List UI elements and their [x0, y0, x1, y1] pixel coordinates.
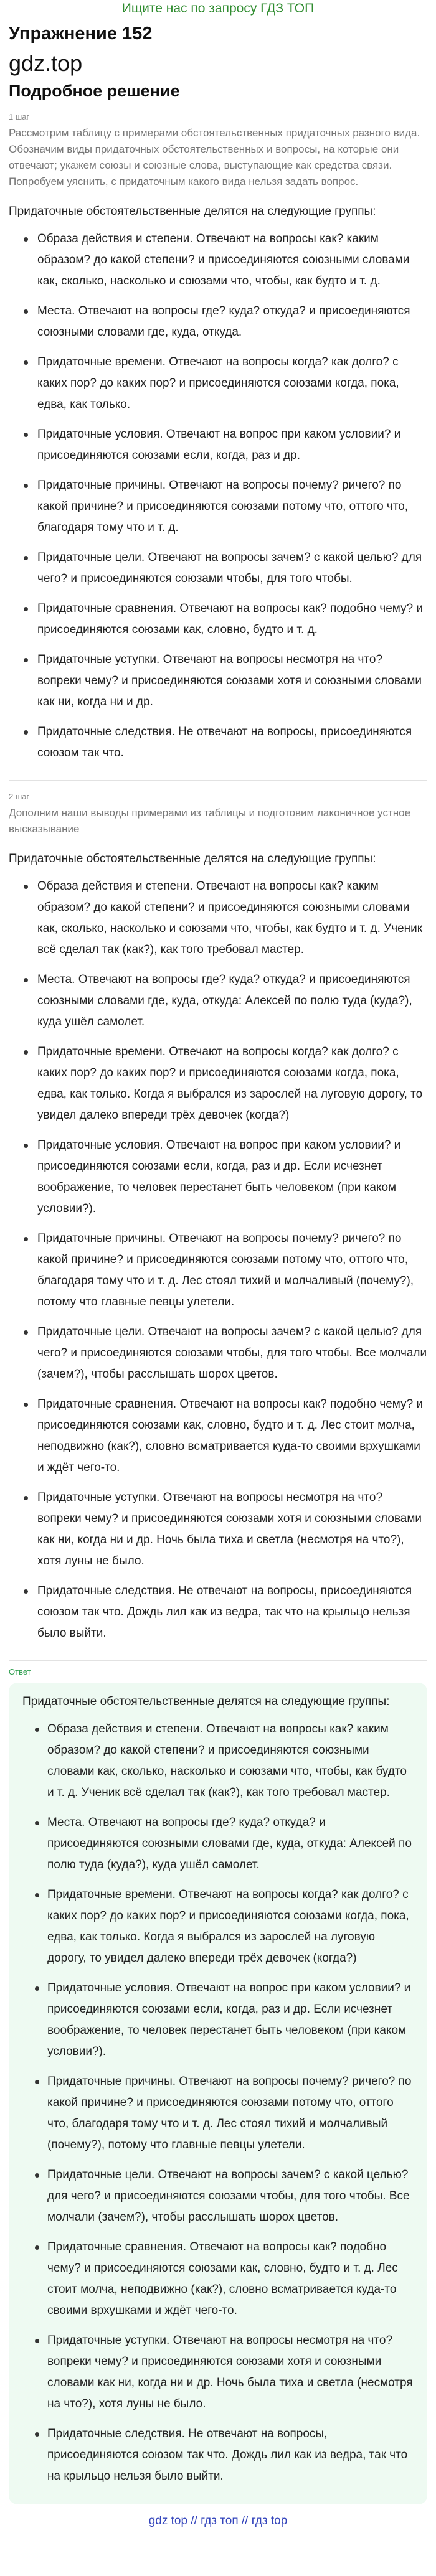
list-item: Придаточные следствия. Не отвечают на вопросы, присоединяются союзом так что. Дождь лил как из ведра, так что на крыльцо нельзя было выйти. [22, 2423, 414, 2487]
answer-box [9, 1683, 427, 2504]
step-1-lead: Придаточные обстоятельственные делятся на следующие группы: [9, 205, 376, 218]
list-item: Образа действия и степени. Отвечают на вопросы как? каким образом? до какой степени? и присоединяются союзными словами как, сколько, насколько и союзами что, чтобы, как будто и т. д. [9, 228, 427, 292]
list-item: Придаточные уступки. Отвечают на вопросы несмотря на что? вопреки чему? и присоединяются союзами хотя и союзными словами как ни, когда ни и др. Ночь была тиха и светла (несмотря на что?), хотя луны не было. [9, 1487, 427, 1572]
list-item: Придаточные сравнения. Отвечают на вопросы как? подобно чему? и присоединяются союзами как, словно, будто и т. д. [9, 598, 427, 641]
step-2-lead: Придаточные обстоятельственные делятся на следующие группы: [9, 852, 376, 865]
answer-list [22, 1719, 414, 2487]
list-item: Места. Отвечают на вопросы где? куда? откуда? и присоединяются союзными словами где, куда, откуда. [9, 301, 427, 343]
step-2-intro: Дополним наши выводы примерами из таблицы и подготовим лаконичное устное высказывание [9, 807, 411, 835]
list-item: Придаточные цели. Отвечают на вопросы зачем? с какой целью? для чего? и присоединяются союзами чтобы, для того чтобы. Все молчали (зачем?), чтобы расслышать шорох цветов. [22, 2165, 414, 2228]
list-item: Придаточные причины. Отвечают на вопросы почему? ричего? по какой причине? и присоединяются союзами потому что, оттого что, благодаря тому что и т. д. Лес стоял тихий и молчаливый (почему?), потому что главные певцы улетели. [22, 2071, 414, 2156]
top-banner[interactable]: Ищите нас по запросу ГДЗ ТОП [121, 1, 315, 16]
list-item: Придаточные условия. Отвечают на вопрос при каком условии? и присоединяются союзами если, когда, раз и др. [9, 424, 427, 466]
list-item: Придаточные причины. Отвечают на вопросы почему? ричего? по какой причине? и присоединяются союзами потому что, оттого что, благодаря тому что и т. д. Лес стоял тихий и молчаливый (почему?), потому что главные певцы улетели. [9, 1228, 427, 1313]
list-item: Придаточные времени. Отвечают на вопросы когда? как долго? с каких пор? до каких пор? и присоединяются союзами когда, пока, едва, как только. Когда я выбрался из зарослей на луговую дорогу, то увидел далеко впереди трёх девочек (когда?) [22, 1884, 414, 1969]
list-item: Места. Отвечают на вопросы где? куда? откуда? и присоединяются союзными словами где, куда, откуда: Алексей по полю туда (куда?), куда ушёл самолет. [9, 969, 427, 1033]
step-1-intro: Рассмотрим таблицу с примерами обстоятельственных придаточных разного вида. Обозначим виды придаточных обстоятельственных и вопросы, на которые они отвечают; укажем союзы и союзные слова, выступающие как средства связи. Попробуем уяснить, с придаточным какого вида нельзя задать вопрос. [9, 127, 420, 187]
divider [9, 1660, 427, 1661]
list-item: Придаточные условия. Отвечают на вопрос при каком условии? и присоединяются союзами если, когда, раз и др. Если исчезнет воображение, то человек перестанет быть человеком (при каком условии?). [9, 1135, 427, 1220]
list-item: Придаточные следствия. Не отвечают на вопросы, присоединяются союзом так что. Дождь лил как из ведра, так что на крыльцо нельзя было выйти. [9, 1581, 427, 1644]
divider [9, 780, 427, 781]
list-item: Придаточные цели. Отвечают на вопросы зачем? с какой целью? для чего? и присоединяются союзами чтобы, для того чтобы. [9, 547, 427, 590]
step-1-list [9, 228, 427, 764]
list-item: Придаточные сравнения. Отвечают на вопросы как? подобно чему? и присоединяются союзами как, словно, будто и т. д. Лес стоит молча, неподвижно (как?), словно всматривается куда-то своими врхушками и ждёт чего-то. [22, 2237, 414, 2321]
list-item: Придаточные сравнения. Отвечают на вопросы как? подобно чему? и присоединяются союзами как, словно, будто и т. д. Лес стоит молча, неподвижно (как?), словно всматривается куда-то своими врхушками и ждёт чего-то. [9, 1394, 427, 1478]
step-1-label: 1 шаг [9, 112, 30, 121]
list-item: Образа действия и степени. Отвечают на вопросы как? каким образом? до какой степени? и присоединяются союзными словами как, сколько, насколько и союзами что, чтобы, как будто и т. д. Ученик всё сделал так (как?), как того требовал мастер. [9, 876, 427, 961]
list-item: Придаточные времени. Отвечают на вопросы когда? как долго? с каких пор? до каких пор? и присоединяются союзами когда, пока, едва, как только. Когда я выбрался из зарослей на луговую дорогу, то увидел далеко впереди трёх девочек (когда?) [9, 1041, 427, 1126]
watermark: gdz.top [9, 50, 83, 76]
list-item: Придаточные времени. Отвечают на вопросы когда? как долго? с каких пор? до каких пор? и присоединяются союзами когда, пока, едва, как только. [9, 352, 427, 415]
list-item: Места. Отвечают на вопросы где? куда? откуда? и присоединяются союзными словами где, куда, откуда: Алексей по полю туда (куда?), куда ушёл самолет. [22, 1812, 414, 1876]
step-2-list [9, 876, 427, 1644]
page-title: Упражнение 152 [9, 24, 153, 44]
answer-label: Ответ [9, 1667, 31, 1676]
list-item: Придаточные цели. Отвечают на вопросы зачем? с какой целью? для чего? и присоединяются союзами чтобы, для того чтобы. Все молчали (зачем?), чтобы расслышать шорох цветов. [9, 1322, 427, 1385]
solution-heading: Подробное решение [9, 82, 180, 100]
list-item: Придаточные уступки. Отвечают на вопросы несмотря на что? вопреки чему? и присоединяются союзами хотя и союзными словами как ни, когда ни и др. Ночь была тиха и светла (несмотря на что?), хотя луны не было. [22, 2330, 414, 2415]
list-item: Придаточные условия. Отвечают на вопрос при каком условии? и присоединяются союзами если, когда, раз и др. Если исчезнет воображение, то человек перестанет быть человеком (при каком условии?). [22, 1978, 414, 2062]
list-item: Придаточные причины. Отвечают на вопросы почему? ричего? по какой причине? и присоединяются союзами потому что, оттого что, благодаря тому что и т. д. [9, 475, 427, 538]
list-item: Придаточные следствия. Не отвечают на вопросы, присоединяются союзом так что. [9, 722, 427, 764]
footer-links[interactable]: gdz top // гдз топ // гдз top [148, 2514, 288, 2527]
list-item: Придаточные уступки. Отвечают на вопросы несмотря на что? вопреки чему? и присоединяются союзами хотя и союзными словами как ни, когда ни и др. [9, 649, 427, 713]
answer-lead: Придаточные обстоятельственные делятся на следующие группы: [22, 1695, 390, 1708]
list-item: Образа действия и степени. Отвечают на вопросы как? каким образом? до какой степени? и присоединяются союзными словами как, сколько, насколько и союзами что, чтобы, как будто и т. д. Ученик всё сделал так (как?), как того требовал мастер. [22, 1719, 414, 1803]
page-content [0, 24, 436, 2528]
step-2-label: 2 шаг [9, 792, 30, 801]
